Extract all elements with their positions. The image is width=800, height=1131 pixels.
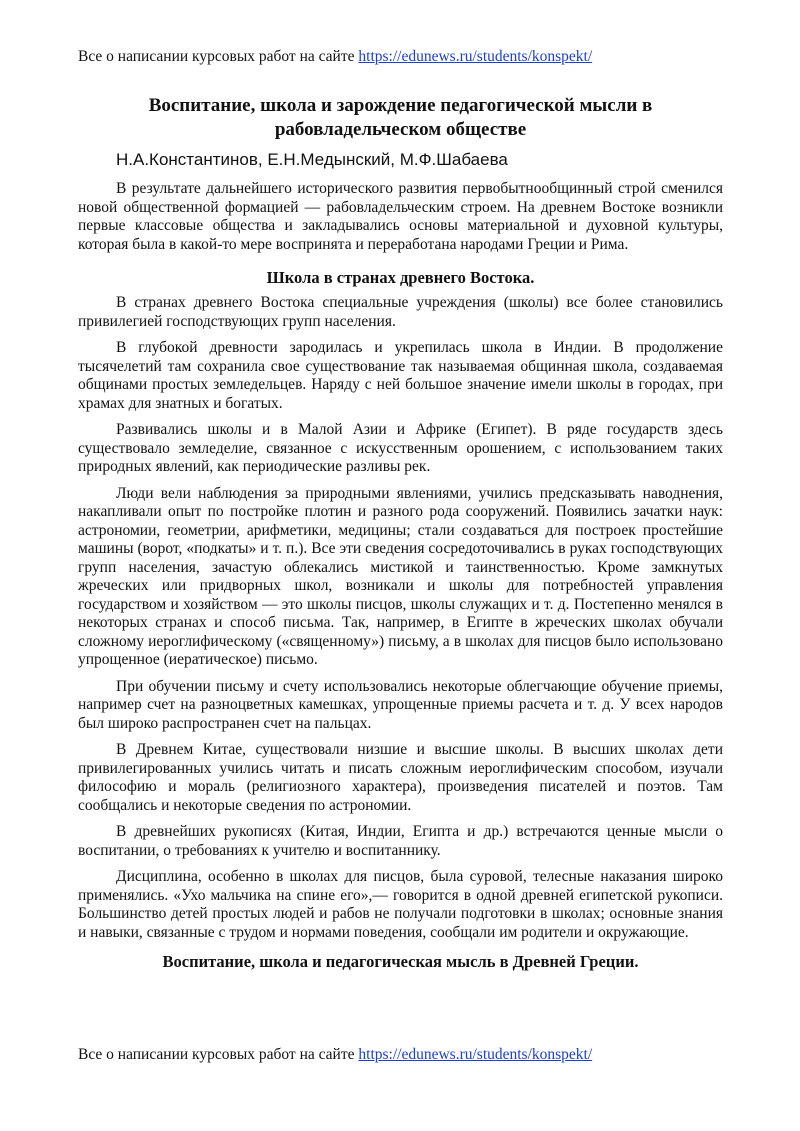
document-body: [78, 94, 723, 972]
intro-paragraph: В результате дальнейшего исторического развития первобытнообщинный строй сменился новой общественной формацией — рабовладельческим строем. На древнем Востоке возникли первые классовые общества и закладывались основы материальной и духовной культуры, которая была в какой-то мере воспринята и переработана народами Греции и Рима.: [78, 180, 723, 253]
section-heading-greece: Воспитание, школа и педагогическая мысль в Древней Греции.: [162, 952, 639, 971]
paragraph: Развивались школы и в Малой Азии и Африке (Египет). В ряде государств здесь существовало земледелие, связанное с искусственным орошением, с использованием таких природных явлений, как периодические разливы рек.: [78, 421, 723, 475]
paragraph: В древнейших рукописях (Китая, Индии, Египта и др.) встречаются ценные мысли о воспитании, о требованиях к учителю и воспитаннику.: [78, 823, 723, 859]
footer-text: Все о написании курсовых работ на сайте: [78, 1046, 359, 1063]
paragraph: Люди вели наблюдения за природными явлениями, учились предсказывать наводнения, накапливали опыт по постройке плотин и разного рода сооружений. Появились зачатки наук: астрономии, геометрии, арифметики, медицины; стали создаваться для построек простейшие машины (ворот, «подкаты» и т. п.). Все эти сведения сосредоточивались в руках господствующих групп населения, зачастую облекались мистикой и таинственностью. Кроме замкнутых жреческих или придворных школ, возникали и школы для потребностей управления государством и хозяйством — это школы писцов, школы служащих и т. д. Постепенно менялся в некоторых странах и способ письма. Так, например, в Египте в жреческих школах обучали сложному иероглифическому («священному») письму, а в школах для писцов было использовано упрощенное (иератическое) письмо.: [78, 484, 723, 668]
paragraph: Дисциплина, особенно в школах для писцов, была суровой, телесные наказания широко применялись. «Ухо мальчика на спине его»,— говорится в одной древней египетской рукописи. Большинство детей простых людей и рабов не получали подготовки в школах; основные знания и навыки, связанные с трудом и нормами поведения, сообщали им родители и окружающие.: [78, 868, 723, 941]
paragraph: В Древнем Китае, существовали низшие и высшие школы. В высших школах дети привилегированных учились читать и писать сложным иероглифическим способом, изучали философию и мораль (религиозного характера), произведения писателей и поэтов. Там сообщались и некоторые сведения по астрономии.: [78, 741, 723, 814]
document-authors: Н.А.Константинов, Е.Н.Медынский, М.Ф.Шабаева: [116, 150, 508, 169]
page-footer: [78, 1046, 724, 1064]
header-text: Все о написании курсовых работ на сайте: [78, 48, 359, 65]
page-header: [78, 48, 724, 66]
footer-link[interactable]: https://edunews.ru/students/konspekt/: [358, 1046, 593, 1063]
section-heading-east: Школа в странах древнего Востока.: [266, 268, 535, 287]
header-link[interactable]: https://edunews.ru/students/konspekt/: [358, 48, 593, 65]
document-title: Воспитание, школа и зарождение педагогической мысли в рабовладельческом обществе: [148, 95, 653, 140]
paragraph: В странах древнего Востока специальные учреждения (школы) все более становились привилегией господствующих групп населения.: [78, 294, 723, 330]
paragraph: В глубокой древности зародилась и укрепилась школа в Индии. В продолжение тысячелетий там сохранила свое существование так называемая общинная школа, создаваемая общинами простых земледельцев. Наряду с ней большое значение имели школы в городах, при храмах для знатных и богатых.: [78, 339, 723, 412]
paragraph: При обучении письму и счету использовались некоторые облегчающие обучение приемы, например счет на разноцветных камешках, упрощенные приемы расчета и т. д. У всех народов был широко распространен счет на пальцах.: [78, 677, 723, 732]
